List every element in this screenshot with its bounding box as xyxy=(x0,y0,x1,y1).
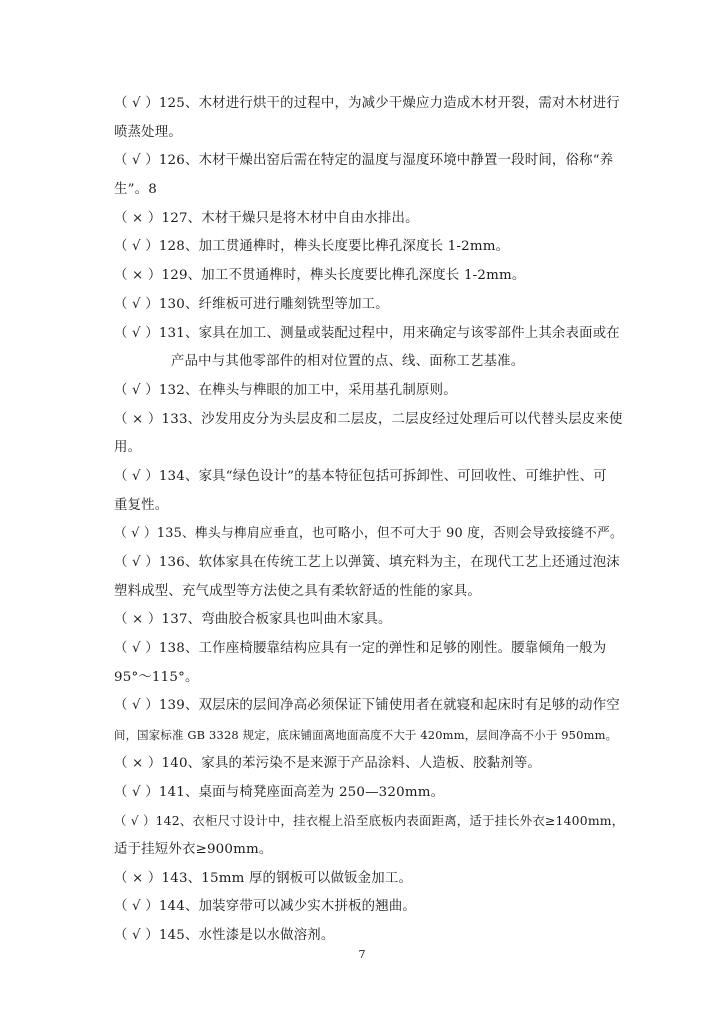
text-line: （ √ ）131、家具在加工、测量或装配过程中，用来确定与该零部件上其余表面或在 xyxy=(114,325,620,341)
text-line: （ √ ）132、在榫头与榫眼的加工中，采用基孔制原则。 xyxy=(114,382,457,398)
text-line: （ √ ）142、衣柜尺寸设计中，挂衣棍上沿至底板内表面距离，适于挂长外衣≥1400mm， xyxy=(114,813,625,829)
text-line: 用。 xyxy=(114,440,142,456)
text-line: （ √ ）135、榫头与榫肩应垂直，也可略小，但不可大于 90 度，否则会导致接缝不严。 xyxy=(114,526,624,542)
text-line: （ √ ）125、木材进行烘干的过程中，为减少干燥应力造成木材开裂，需对木材进行 xyxy=(114,96,620,111)
text-line: （ √ ）128、加工贯通榫时，榫头长度要比榫孔深度长 1-2mm。 xyxy=(114,239,510,255)
text-line: 间，国家标准 GB 3328 规定，底床铺面离地面高度不大于 420mm，层间净高不小于 950mm。 xyxy=(114,728,618,743)
text-line: （ √ ）144、加装穿带可以减少实木拼板的翘曲。 xyxy=(114,899,417,915)
page-number: 7 xyxy=(358,948,366,961)
text-line: （ × ）129、加工不贯通榫时，榫头长度要比榫孔深度长 1-2mm。 xyxy=(114,268,526,284)
text-line: 产品中与其他零部件的相对位置的点、线、面称工艺基准。 xyxy=(171,354,525,370)
text-line: 重复性。 xyxy=(114,497,169,513)
text-line: （ √ ）141、桌面与椅凳座面高差为 250—320mm。 xyxy=(114,784,445,800)
text-line: （ × ）143、15mm 厚的钢板可以做钣金加工。 xyxy=(114,870,413,886)
text-line: （ √ ）145、水性漆是以水做溶剂。 xyxy=(114,927,335,943)
text-line: （ × ）127、木材干燥只是将木材中自由水排出。 xyxy=(114,210,419,226)
text-line: （ √ ）139、双层床的层间净高必须保证下铺使用者在就寝和起床时有足够的动作空 xyxy=(114,698,620,714)
text-line: （ √ ）134、家具“绿色设计”的基本特征包括可拆卸性、可回收性、可维护性、可 xyxy=(114,468,607,484)
text-line: （ √ ）130、纤维板可进行雕刻铣型等加工。 xyxy=(114,296,389,312)
text-line: （ √ ）136、软体家具在传统工艺上以弹簧、填充料为主，在现代工艺上还通过泡沫 xyxy=(114,555,620,570)
text-line: （ × ）140、家具的苯污染不是来源于产品涂料、人造板、胶黏剂等。 xyxy=(114,755,542,771)
text-line: （ √ ）126、木材干燥出窑后需在特定的温度与湿度环境中静置一段时间，俗称“养 xyxy=(114,153,614,169)
text-line: （ × ）133、沙发用皮分为头层皮和二层皮，二层皮经过处理后可以代替头层皮来使 xyxy=(114,411,623,427)
text-line: （ × ）137、弯曲胶合板家具也叫曲木家具。 xyxy=(114,612,392,628)
text-line: 95°～115°。 xyxy=(114,669,199,685)
text-line: 塑料成型、充气成型等方法使之具有柔软舒适的性能的家具。 xyxy=(114,583,481,599)
text-line: （ √ ）138、工作座椅腰靠结构应具有一定的弹性和足够的刚性。腰靠倾角一般为 xyxy=(114,641,607,657)
question-list xyxy=(114,90,624,951)
text-line: 适于挂短外衣≥900mm。 xyxy=(114,841,273,857)
text-line: 生”。8 xyxy=(114,182,157,198)
text-line: 喷蒸处理。 xyxy=(114,124,182,140)
